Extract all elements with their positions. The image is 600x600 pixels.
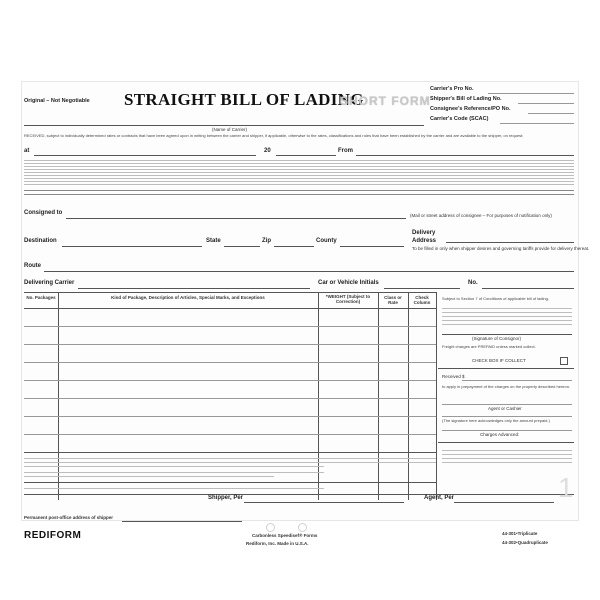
permanent-address-label: Permanent post-office address of shipper [24, 515, 114, 520]
col-weight: *WEIGHT (Subject to Correction) [325, 294, 371, 304]
carrier-code-label: Carrier's Code (SCAC) [430, 116, 489, 122]
delivering-carrier-label: Delivering Carrier [24, 280, 75, 286]
agent-per-label: Agent, Per [424, 495, 455, 501]
punch-hole-right [298, 523, 307, 532]
car-vehicle-initials-label: Car or Vehicle Initials [318, 280, 379, 286]
received-amount-label: Received $ [442, 374, 465, 379]
table-row[interactable] [24, 380, 436, 381]
table-row[interactable] [24, 434, 436, 435]
table-row[interactable] [24, 398, 436, 399]
date-label: 20 [264, 148, 271, 154]
product-line-2: Rediform, Inc. Made in U.S.A. [246, 541, 309, 546]
state-label: State [206, 238, 221, 244]
page-number: 1 [558, 472, 574, 503]
mail-or-street-note: (Mail or street address of consignee – For purposes of notification only) [410, 213, 552, 218]
original-not-negotiable-label: Original – Not Negotiable [24, 98, 90, 104]
shipper-bol-no-label: Shipper's Bill of Lading No. [430, 96, 502, 102]
vehicle-no-label: No. [468, 280, 478, 286]
prepayment-note: to apply in prepayment of the charges on the property described hereon. [442, 384, 571, 389]
from-label: From [338, 148, 353, 154]
route-label: Route [24, 263, 41, 269]
table-row[interactable] [24, 416, 436, 417]
col-check: Check Column [413, 295, 431, 305]
destination-label: Destination [24, 238, 57, 244]
consigned-to-label: Consigned to [24, 210, 63, 216]
name-of-carrier-label: (Name of Carrier) [212, 127, 248, 132]
delivery-address-label: Delivery Address [412, 230, 437, 244]
received-paragraph: RECEIVED, subject to individually determined rates or contracts that have been agreed upon in writing between the carrier and shipper, if applicable, otherwise to the rates, classifications and rules that have been established by the carrier and are available to the shipper, on request; [24, 133, 524, 138]
table-row[interactable] [24, 326, 436, 327]
signature-consignor-label: (Signature of Consignor) [472, 336, 522, 341]
rediform-logo: REDIFORM [24, 530, 82, 541]
bill-of-lading-form [22, 82, 590, 520]
zip-label: Zip [262, 238, 271, 244]
col-class-rate: Class or Rate [384, 295, 402, 305]
shipper-per-label: Shipper, Per [208, 495, 244, 501]
charges-advanced-label: Charges Advanced: [480, 432, 520, 437]
subject-to-section-7: Subject to Section 7 of Conditions of applicable bill of lading, [442, 296, 549, 301]
table-row[interactable] [24, 362, 436, 363]
collect-checkbox[interactable] [560, 357, 568, 365]
punch-hole-left [266, 523, 275, 532]
delivery-address-note: To be filled in only when shipper desires and governing tariffs provide for delivery thereat. [412, 246, 590, 251]
consignee-reference-label: Consignee's Reference/PO No. [430, 106, 511, 112]
signature-acknowledges-note: (The signature here acknowledges only the amount prepaid.) [442, 418, 550, 423]
form-title: STRAIGHT BILL OF LADING [124, 90, 364, 109]
table-row[interactable] [24, 344, 436, 345]
product-line-1: Carbonless Speedisef® Forms [252, 533, 318, 538]
form-code-triplicate: 44-301•Triplicate [502, 531, 538, 536]
at-label: at [24, 148, 30, 154]
check-box-collect-label: CHECK BOX IF COLLECT [472, 358, 526, 363]
form-code-quadruplicate: 44-302•Quadruplicate [502, 540, 548, 545]
county-label: County [316, 238, 337, 244]
agent-cashier-label: Agent or Cashier [488, 406, 522, 411]
col-description: Kind of Package, Description of Articles, Special Marks, and Exceptions [111, 295, 265, 300]
carrier-pro-no-label: Carrier's Pro No. [430, 86, 474, 92]
freight-prepaid-note: Freight charges are PREPAID unless marked collect. [442, 344, 536, 349]
short-form-watermark: SHORT FORM [340, 94, 431, 108]
col-no-packages: No. Packages [26, 295, 56, 300]
